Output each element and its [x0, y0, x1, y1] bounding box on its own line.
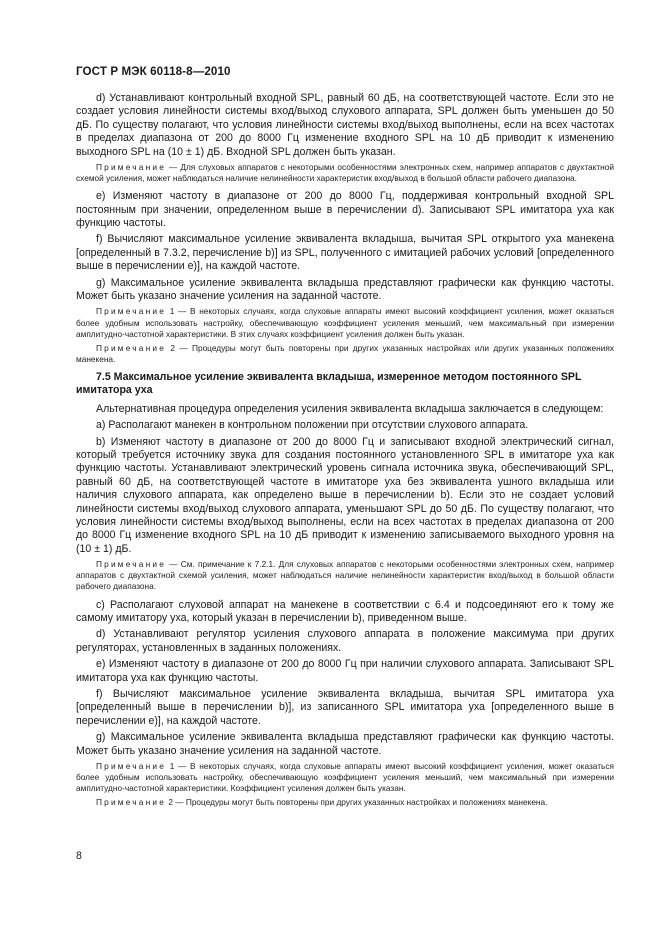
paragraph-b: b) Изменяют частоту в диапазоне от 200 до 8000 Гц и записывают входной электрический сигнал, который требуется источнику звука для создания постоянного установленного SPL в имитаторе уха как функцию частоты. Устанавливают электрический уровень сигнала источника звука, обеспечивающий SPL, равный 60 дБ, на соответствующей частоте в имитаторе уха без эквивалента ушного вкладыша или наличия слухового аппарата, как определено выше в перечислении b). Если это не создает условий линейности системы вход/выход слухового аппарата, уменьшают SPL до 50 дБ. По существу полагают, что условия линейности системы вход/выход выполнены, если на всех частотах в пределах диапазона от 200 до 8000 Гц изменение входного SPL на 10 дБ приводит к изменению записываемого выходного уровня на (10 ± 1) дБ.: [76, 435, 614, 555]
note-text: — Для слуховых аппаратов с некоторыми особенностями электронных схем, например аппаратов с двухтактной схемой усиления, может наблюдаться наличие нелинейности характеристик вход/выход в большой области рабочего диапазона.: [76, 162, 614, 184]
paragraph-intro: Альтернативная процедура определения усиления эквивалента вкладыша заключается в следующем:: [96, 402, 604, 415]
note-1: [76, 306, 614, 339]
paragraph-c: c) Располагают слуховой аппарат на манекене в соответствии с 6.4 и подсоединяют его к тому же самому имитатору уха, который указан в перечислении b), приведенном выше.: [76, 598, 614, 624]
note-label: Примечание: [96, 760, 167, 771]
note-2: [76, 343, 614, 365]
note-label: Примечание: [96, 797, 167, 808]
paragraph-d: d) Устанавливают контрольный входной SPL, равный 60 дБ, на соответствующей частоте. Если это не создает условия линейности системы вход/выход слухового аппарата, SPL должен быть уменьшен до 50 дБ. По существу полагают, что условия линейности системы вход/выход выполнены, если на всех частотах в пределах диапазона от 200 до 8000 Гц изменение входного SPL на 10 дБ приводит к изменению выходного SPL на (10 ± 1) дБ. Входной SPL должен быть указан.: [76, 92, 614, 158]
note-text: 2 — Процедуры могут быть повторены при других указанных настройках или других указанных положениях манекена.: [76, 342, 614, 364]
note-text: 1 — В некоторых случаях, когда слуховые аппараты имеют высокий коэффициент усиления, может оказаться более удобным использовать настройку, обеспечивающую коэффициент усиления меньший, чем максимальный при измерении амплитудно-частотной характеристики. Коэффициент усиления должен быть указан.: [76, 760, 614, 794]
note: [76, 162, 614, 184]
document-header: ГОСТ Р МЭК 60118-8—2010: [76, 65, 231, 78]
note-label: Примечание: [96, 559, 167, 570]
paragraph-a: a) Располагают манекен в контрольном положении при отсутствии слухового аппарата.: [96, 419, 529, 432]
paragraph-e: e) Изменяют частоту в диапазоне от 200 до 8000 Гц при наличии слухового аппарата. Записывают SPL имитатора уха как функцию частоты.: [76, 658, 614, 684]
note: [76, 559, 614, 592]
note-text: — См. примечание к 7.2.1. Для слуховых аппаратов с некоторыми особенностями электронных схем, например аппаратов с двухтактной схемой усиления, может наблюдаться наличие нелинейности характеристик вход/выход в большой области рабочего диапазона.: [76, 559, 614, 592]
paragraph-g: g) Максимальное усиление эквивалента вкладыша представляют графически как функцию частоты. Может быть указано значение усиления на заданной частоте.: [76, 731, 614, 757]
paragraph-e: e) Изменяют частоту в диапазоне от 200 до 8000 Гц, поддерживая контрольный входной SPL постоянным при значении, определенном выше в перечислении d). Записывают SPL имитатора уха как функцию частоты.: [76, 190, 614, 230]
paragraph-g: g) Максимальное усиление эквивалента вкладыша представляют графически как функцию частоты. Может быть указано значение усиления на заданной частоте.: [76, 276, 614, 303]
note-label: Примечание: [96, 162, 167, 173]
note-label: Примечание: [96, 342, 167, 353]
note-text: 1 — В некоторых случаях, когда слуховые аппараты имеют высокий коэффициент усиления, может оказаться более удобным использовать настройку, обеспечивающую коэффициент усиления меньший, чем максимальный при измерении амплитудно-частотной характеристики. В этих случаях коэффициент усиления должен быть указан.: [76, 306, 614, 339]
section-heading-7-5: 7.5 Максимальное усиление эквивалента вкладыша, измеренное методом постоянного SPL имитатора уха: [76, 370, 582, 397]
note-text: 2 — Процедуры могут быть повторены при других указанных настройках и положениях манекена.: [166, 797, 548, 808]
note-1: [76, 761, 614, 794]
page-body: [76, 92, 614, 814]
paragraph-f: f) Вычисляют максимальное усиление эквивалента вкладыша, вычитая SPL имитатора уха [определенный выше в перечислении b)], из записанного SPL имитатора уха [определенного выше в перечислении e)], на каждой частоте.: [76, 687, 614, 727]
note-label: Примечание: [96, 306, 167, 317]
paragraph-d: d) Устанавливают регулятор усиления слухового аппарата в положение максимума при других регуляторах, установленных в заданных положениях.: [76, 628, 614, 654]
note-2: [76, 797, 614, 808]
paragraph-f: f) Вычисляют максимальное усиление эквивалента вкладыша, вычитая SPL открытого уха манекена [определенный в 7.3.2, перечисление b)] из SPL, полученного с имитацией рабочих условий [определенного выше в перечислении e)], на каждой частоте.: [76, 233, 614, 273]
page-number: 8: [76, 850, 82, 862]
